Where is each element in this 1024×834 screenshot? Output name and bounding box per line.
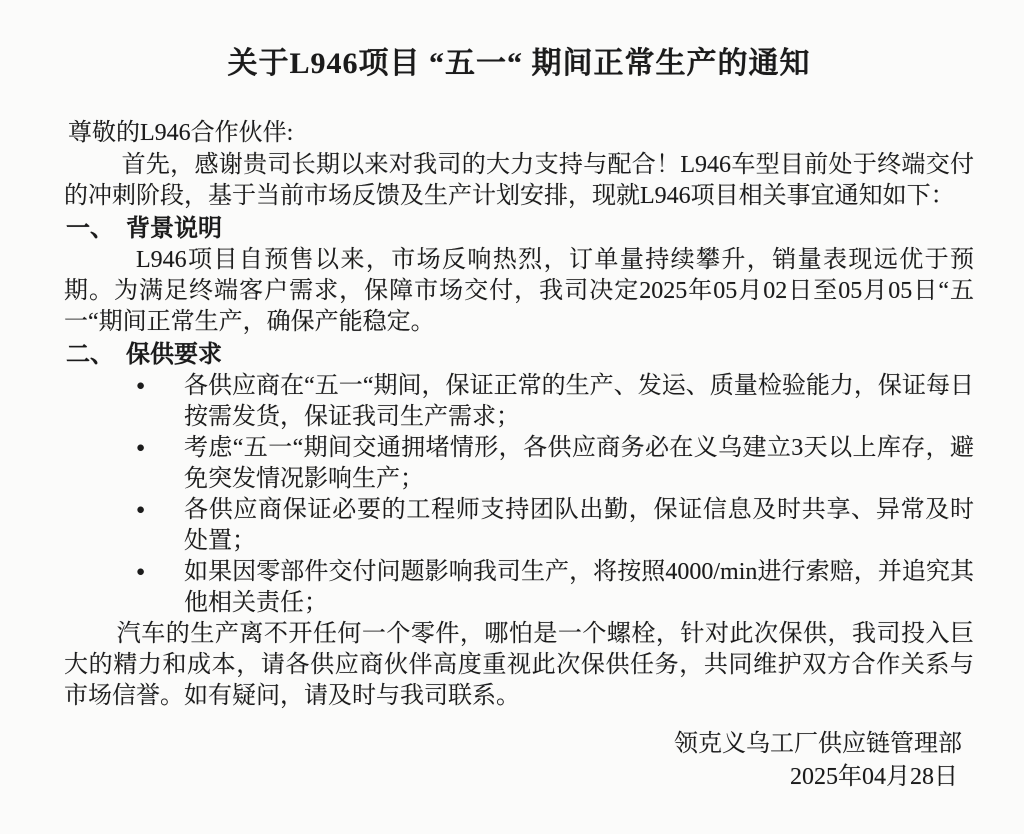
bullet-dot-icon: ● (136, 502, 146, 518)
closing-paragraph: 汽车的生产离不开任何一个零件，哪怕是一个螺栓，针对此次保供，我司投入巨大的精力和成本，请各供应商伙伴高度重视此次保供任务，共同维护双方合作关系与市场信誉。如有疑问，请及时与我司联系。 (64, 621, 974, 709)
salutation: 尊敬的L946合作伙伴: (68, 120, 294, 146)
signature-block (64, 728, 974, 794)
section-2-heading: 二、 保供要求 (66, 342, 222, 368)
requirements-bullet-list (64, 371, 974, 619)
section-1-body: L946项目自预售以来，市场反响热烈，订单量持续攀升，销量表现远优于预期。为满足终端客户需求，保障市场交付，我司决定2025年05月02日至05月05日“五一“期间正常生产，确保产能稳定。 (64, 247, 974, 335)
bullet-item (64, 495, 974, 557)
bullet-text: 考虑“五一“期间交通拥堵情形，各供应商务必在义乌建立3天以上库存，避免突发情况影响生产； (184, 435, 974, 492)
bullet-dot-icon: ● (136, 440, 146, 456)
bullet-item (64, 371, 974, 433)
signature-date: 2025年04月28日 (790, 764, 958, 790)
notice-title: 关于L946项目 “五一“ 期间正常生产的通知 (227, 47, 811, 80)
bullet-text: 各供应商保证必要的工程师支持团队出勤，保证信息及时共享、异常及时处置； (184, 497, 974, 554)
bullet-text: 如果因零部件交付问题影响我司生产，将按照4000/min进行索赔，并追究其他相关责任； (184, 559, 974, 616)
signature-org: 领克义乌工厂供应链管理部 (674, 731, 962, 757)
section-1-heading: 一、 背景说明 (66, 216, 222, 242)
bullet-dot-icon: ● (136, 564, 146, 580)
intro-paragraph: 首先，感谢贵司长期以来对我司的大力支持与配合！L946车型目前处于终端交付的冲刺阶段，基于当前市场反馈及生产计划安排，现就L946项目相关事宜通知如下： (64, 152, 974, 209)
bullet-item (64, 433, 974, 495)
bullet-item (64, 557, 974, 619)
bullet-text: 各供应商在“五一“期间，保证正常的生产、发运、质量检验能力，保证每日按需发货，保证我司生产需求； (184, 373, 974, 430)
bullet-dot-icon: ● (136, 378, 146, 394)
